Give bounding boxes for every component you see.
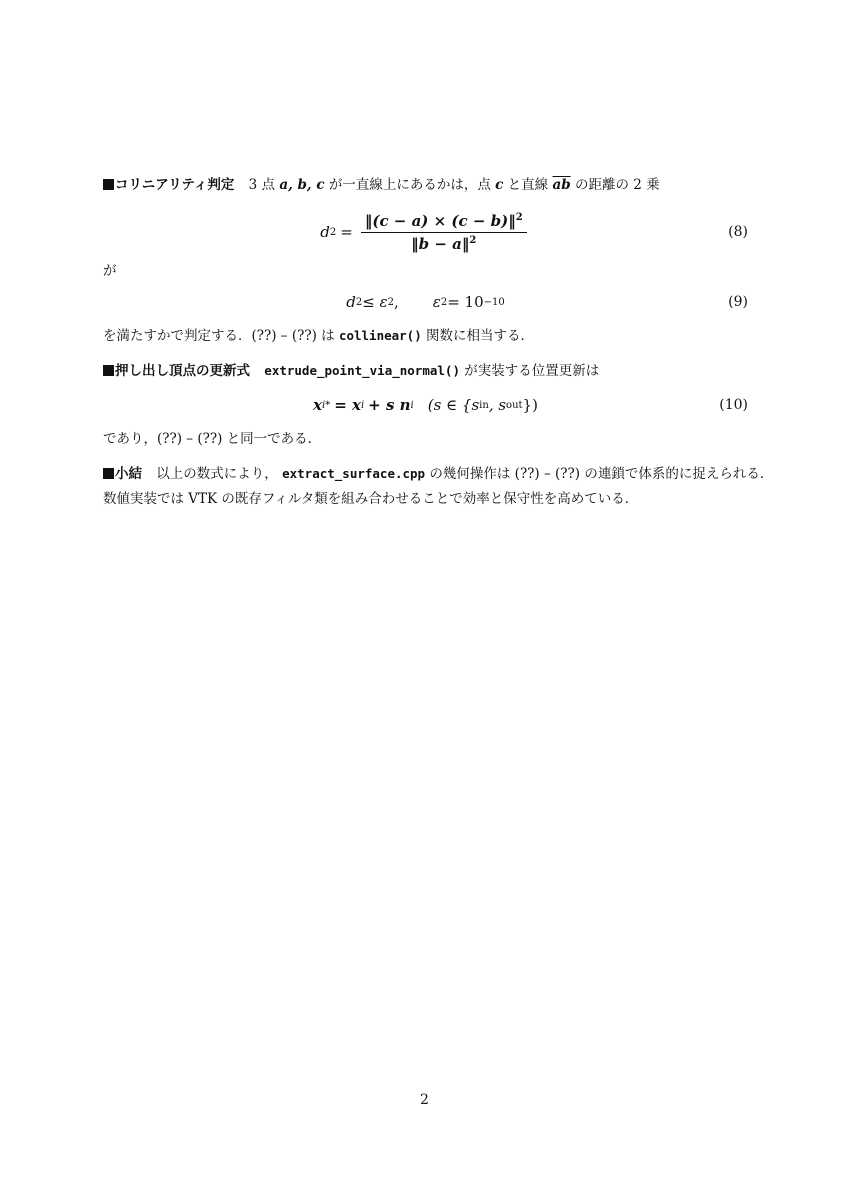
after-eq10-paragraph: であり，(??) – (??) と同一である． [103,431,322,447]
summary-paragraph: 小結 以上の数式により， extract_surface.cpp の幾何操作は (??) – (??) の連鎖で体系的に捉えられる． [103,462,748,486]
page-number: 2 [420,1092,429,1108]
eq8-fraction: $\frac{‖(c - a) \times (c - b)‖^2}{‖b - a‖^2}$ [361,212,527,253]
summary-paragraph-line2: 数値実装では VTK の既存フィルタ類を組み合わせることで効率と保守性を高めている． [103,491,639,507]
code-collinear: collinear() [338,328,422,343]
section-heading-extrude: 押し出し頂点の更新式 [115,363,250,379]
code-extrude-point: extrude_point_via_normal() [264,363,460,378]
section-bullet-icon [103,365,114,376]
section-bullet-icon [103,179,114,190]
section-bullet-icon [103,468,114,479]
equation-number-10: (10) [719,397,748,413]
equation-number-9: (9) [728,294,748,310]
ga-line: が [103,263,117,279]
equation-9: d 2 ≤ ε 2 , ε 2 = 10 −10 (9) [346,293,748,311]
after-eq9-paragraph: を満たすかで判定する．(??) – (??) は collinear() 関数に相当する． [103,328,535,344]
extrude-paragraph: 押し出し頂点の更新式 extrude_point_via_normal() が実装する位置更新は [103,359,748,383]
code-extract-surface: extract_surface.cpp [282,466,426,481]
equation-8: d 2 = $\frac{‖(c - a) \times (c - b)‖^2}{‖b - a‖^2}$ (8) [320,211,748,253]
equation-10: x i * = x i + s n i (s ∈ {s in , s out }) (10) [313,396,748,414]
collinearity-paragraph: コリニアリティ判定 3 点 a, b, c が一直線上にあるかは，点 c と直線 $\overline{ab}$ の距離の 2 乗 [103,173,748,197]
section-heading-summary: 小結 [115,466,142,482]
section-heading-collinearity: コリニアリティ判定 [115,177,235,193]
equation-number-8: (8) [728,224,748,240]
eq8-numerator: ‖(c − a) × (c − b)‖ [364,211,516,230]
eq8-lhs: d [320,223,330,241]
eq8-denominator: ‖b − a‖ [411,234,470,253]
